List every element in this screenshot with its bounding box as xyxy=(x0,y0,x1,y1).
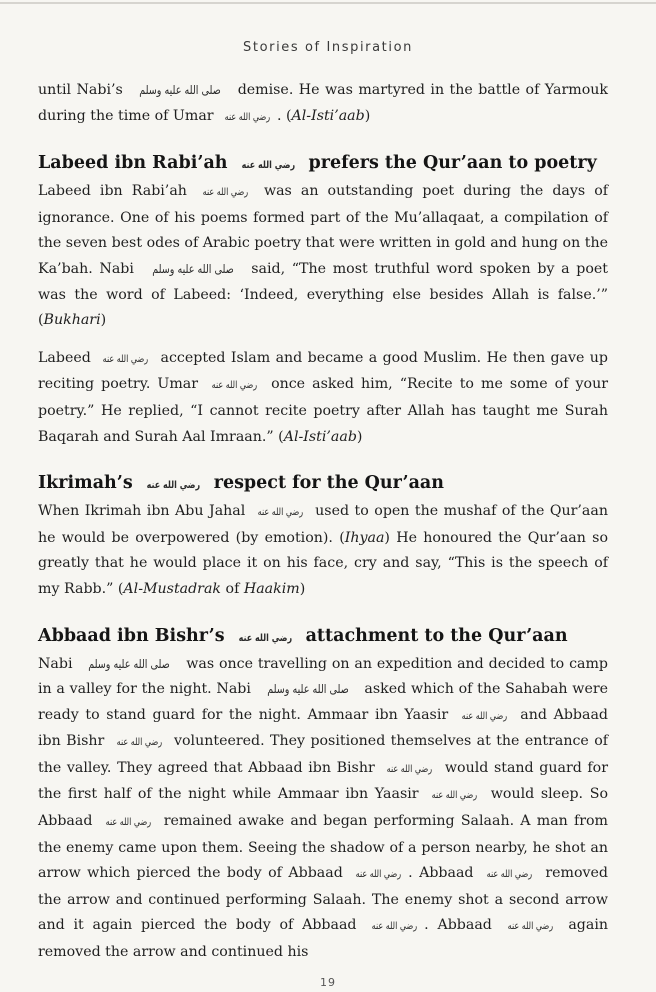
top-border xyxy=(0,2,656,4)
section-heading-abbaad: Abbaad ibn Bishr’s رضي الله عنه attachment to the Qur’aan xyxy=(38,623,608,652)
ra-honorific-icon: رضي الله عنه xyxy=(486,869,533,881)
ra-honorific-icon: رضي الله عنه xyxy=(224,111,271,123)
labeed-paragraph-1: Labeed ibn Rabi’ah رضي الله عنه was an outstanding poet during the days of ignorance. One of his poems formed part of the Mu’allaqaat, a compilation of the seven best odes of Arabic poetry that were written in gold and hung on the Ka’bah. Nabi صلى الله عليه وسلم said, “The most truthful word spoken by a poet was the word of Labeed: ‘Indeed, everything else besides Allah is false.’” (Bukhari) xyxy=(38,179,608,334)
page-number: 19 xyxy=(320,976,336,989)
citation: Haakim xyxy=(243,580,300,597)
ra-honorific-icon: رضي الله عنه xyxy=(202,187,249,199)
citation: Bukhari xyxy=(43,312,101,329)
pbuh-honorific-icon: صلى الله عليه وسلم xyxy=(139,83,222,97)
ra-honorific-icon: رضي الله عنه xyxy=(387,763,433,775)
ra-honorific-icon: رضي الله عنه xyxy=(431,790,478,802)
section-heading-labeed: Labeed ibn Rabi’ah رضي الله عنه prefers the Qur’aan to poetry xyxy=(38,150,608,179)
ra-honorific-icon: رضي الله عنه xyxy=(116,737,162,749)
ra-honorific-icon: رضي الله عنه xyxy=(211,380,258,392)
citation: Al-Isti’aab xyxy=(291,107,365,124)
labeed-paragraph-2: Labeed رضي الله عنه accepted Islam and became a good Muslim. He then gave up reciting poetry. Umar رضي الله عنه once asked him, “Recite to me some of your poetry.” He replied, “I cannot recite poetry after Allah has taught me Surah Baqarah and Surah Aal Imraan.” (Al-Isti’aab) xyxy=(38,346,608,450)
ra-honorific-icon: رضي الله عنه xyxy=(241,160,295,172)
ra-honorific-icon: رضي الله عنه xyxy=(461,710,507,722)
running-head: Stories of Inspiration xyxy=(243,40,413,55)
citation: Ihyaa xyxy=(344,529,385,546)
abbaad-paragraph: Nabi صلى الله عليه وسلم was once travelling on an expedition and decided to camp in a valley for the night. Nabi صلى الله عليه وسلم asked which of the Sahabah were ready to stand guard for the night. Ammaar ibn Yaasir رضي الله عنه and Abbaad ibn Bishr رضي الله عنه volunteered. They positioned themselves at the entrance of the valley. They agreed that Abbaad ibn Bishr رضي الله عنه would stand guard for the first half of the night while Ammaar ibn Yaasir رضي الله عنه would sleep. So Abbaad رضي الله عنه remained awake and began performing Salaah. A man from the enemy came upon them. Seeing the shadow of a person nearby, he shot an arrow which pierced the body of Abbaad رضي الله عنه . Abbaad رضي الله عنه removed the arrow and continued performing Salaah. The enemy shot a second arrow and it again pierced the body of Abbaad رضي الله عنه . Abbaad رضي الله عنه again removed the arrow and continued his xyxy=(38,652,608,966)
intro-paragraph: until Nabi’s صلى الله عليه وسلم demise. He was martyred in the battle of Yarmouk during the time of Umar رضي الله عنه . (Al-Isti’aab) xyxy=(38,78,608,130)
ra-honorific-icon: رضي الله عنه xyxy=(105,817,151,829)
citation: Al-Mustadrak xyxy=(123,580,222,597)
citation: Al-Isti’aab xyxy=(283,428,357,445)
ra-honorific-icon: رضي الله عنه xyxy=(355,869,402,881)
ra-honorific-icon: رضي الله عنه xyxy=(371,921,418,933)
ra-honorific-icon: رضي الله عنه xyxy=(238,632,292,644)
page-content xyxy=(38,78,608,978)
section-heading-ikrimah: Ikrimah’s رضي الله عنه respect for the Qur’aan xyxy=(38,470,608,499)
ra-honorific-icon: رضي الله عنه xyxy=(507,921,553,933)
pbuh-honorific-icon: صلى الله عليه وسلم xyxy=(151,261,234,276)
ikrimah-paragraph: When Ikrimah ibn Abu Jahal رضي الله عنه used to open the mushaf of the Qur’aan he would be overpowered (by emotion). (Ihyaa) He honoured the Qur’aan so greatly that he would place it on his face, cry and say, “This is the speech of my Rabb.” (Al-Mustadrak of Haakim) xyxy=(38,499,608,602)
pbuh-honorific-icon: صلى الله عليه وسلم xyxy=(88,656,171,671)
pbuh-honorific-icon: صلى الله عليه وسلم xyxy=(266,682,349,697)
ra-honorific-icon: رضي الله عنه xyxy=(257,507,303,519)
ra-honorific-icon: رضي الله عنه xyxy=(102,353,149,365)
ra-honorific-icon: رضي الله عنه xyxy=(146,480,200,492)
